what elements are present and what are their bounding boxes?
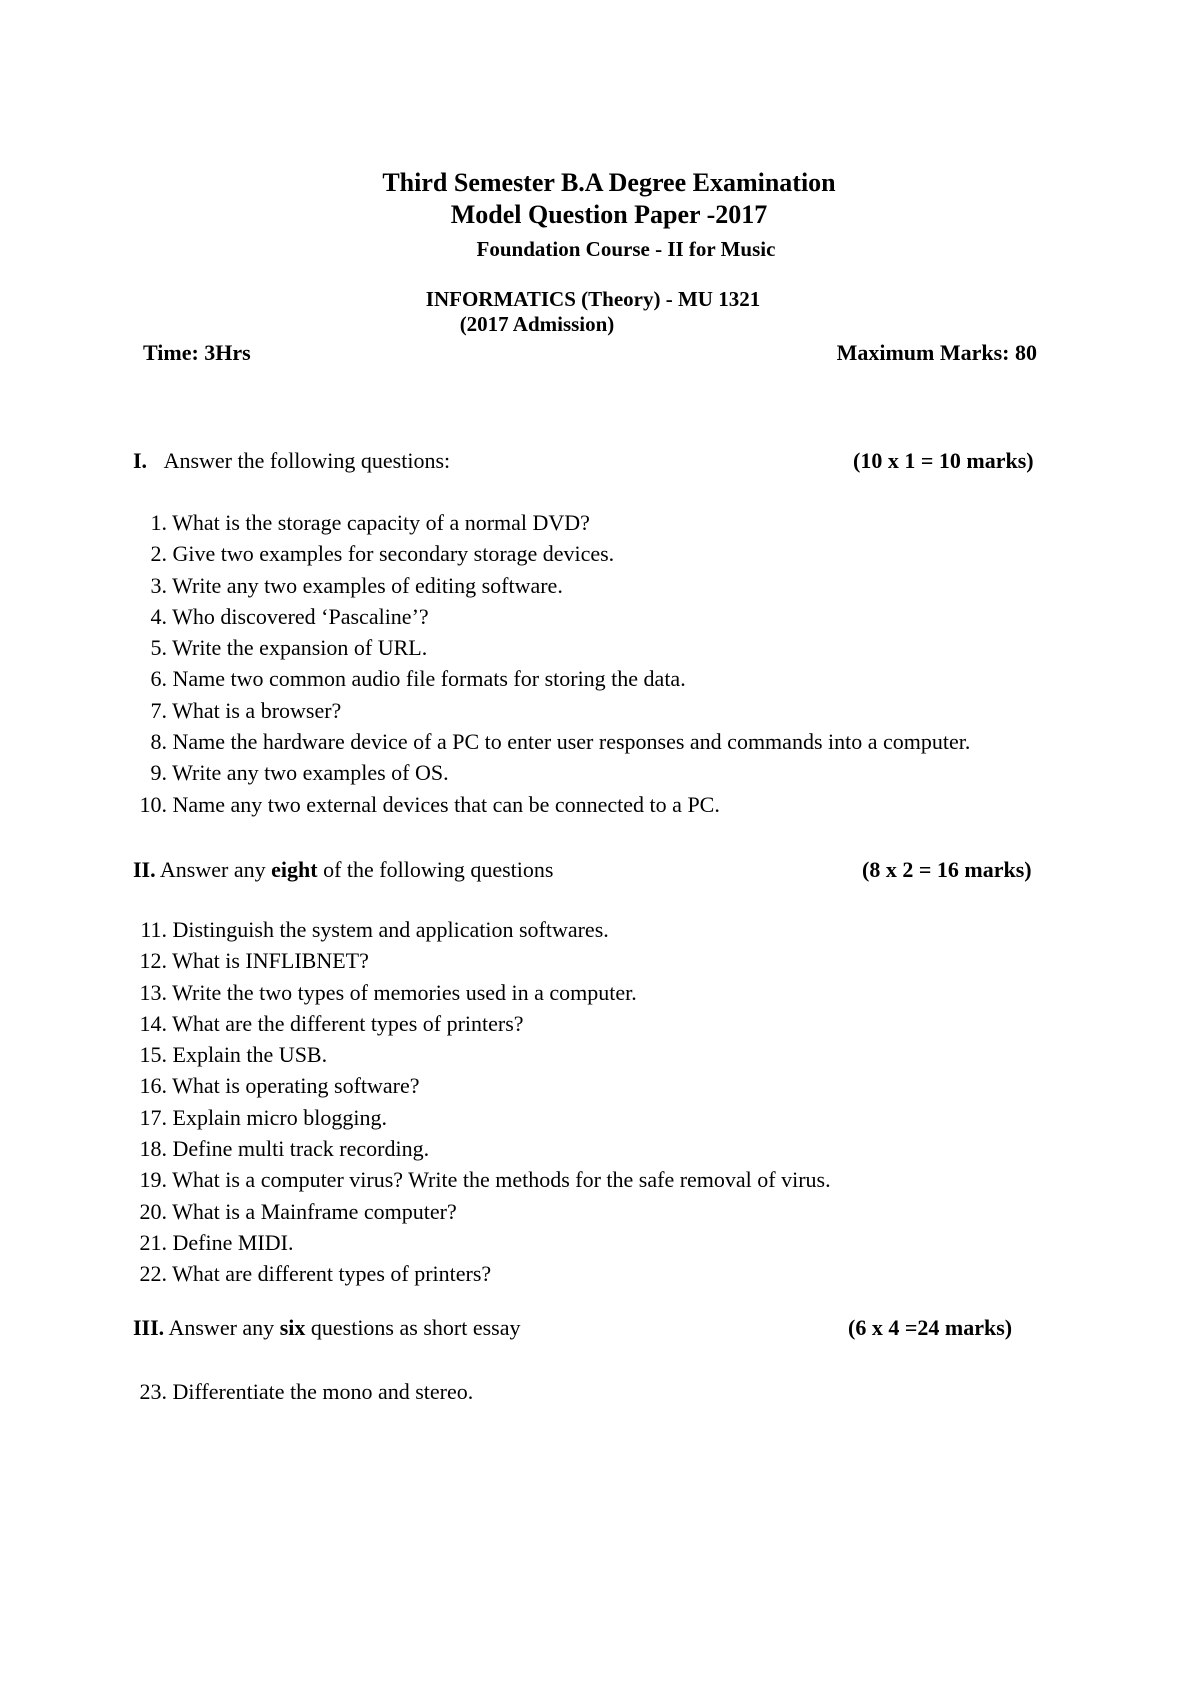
section-numeral: III. (133, 1315, 165, 1340)
question-item: 8. Name the hardware device of a PC to enter user responses and commands into a computer. (150, 729, 971, 755)
question-item: 1. What is the storage capacity of a normal DVD? (150, 510, 590, 535)
section-instruction: Answer the following questions: (163, 448, 451, 473)
section-2-heading: II. Answer any eight of the following questions (8 x 2 = 16 marks) (133, 857, 1032, 882)
question-item: 17. Explain micro blogging. (139, 1104, 387, 1130)
paper-title: Model Question Paper -2017 (450, 200, 768, 229)
question-item: 23. Differentiate the mono and stereo. (139, 1379, 474, 1404)
question-item: 16. What is operating software? (139, 1073, 420, 1099)
exam-time: Time: 3Hrs (143, 340, 251, 365)
question-item: 12. What is INFLIBNET? (139, 948, 369, 974)
section-marks: (10 x 1 = 10 marks) (853, 448, 1034, 473)
question-item: 9. Write any two examples of OS. (150, 760, 449, 786)
maximum-marks: Maximum Marks: 80 (836, 340, 1037, 365)
course-title: Foundation Course - II for Music (476, 237, 776, 261)
section-numeral: I. (133, 448, 148, 473)
question-item: 4. Who discovered ‘Pascaline’? (150, 603, 429, 629)
section-2-questions (133, 914, 831, 1290)
question-item: 22. What are different types of printers? (139, 1261, 492, 1287)
question-item: 15. Explain the USB. (139, 1042, 328, 1068)
question-item: 11. Distinguish the system and application softwares. (140, 917, 609, 942)
question-item: 3. Write any two examples of editing software. (150, 572, 563, 598)
subject-title: INFORMATICS (Theory) - MU 1321 (425, 287, 761, 311)
admission-year: (2017 Admission) (459, 312, 615, 336)
section-marks: (6 x 4 =24 marks) (848, 1315, 1013, 1340)
question-item: 14. What are the different types of printers? (139, 1010, 524, 1036)
exam-title: Third Semester B.A Degree Examination (382, 168, 836, 197)
section-1-questions (139, 507, 971, 820)
section-3-questions (133, 1376, 473, 1407)
question-item: 13. Write the two types of memories used in a computer. (139, 979, 637, 1005)
question-item: 10. Name any two external devices that can be connected to a PC. (139, 791, 720, 817)
section-1-heading (133, 448, 1053, 474)
question-item: 7. What is a browser? (150, 697, 342, 723)
question-item: 20. What is a Mainframe computer? (139, 1198, 457, 1224)
question-item: 2. Give two examples for secondary storage devices. (150, 541, 615, 567)
question-item: 18. Define multi track recording. (139, 1136, 430, 1162)
section-marks: (8 x 2 = 16 marks) (862, 857, 1032, 882)
question-item: 5. Write the expansion of URL. (150, 635, 428, 661)
question-item: 19. What is a computer virus? Write the methods for the safe removal of virus. (139, 1167, 831, 1193)
section-3-heading: III. Answer any six questions as short essay (6 x 4 =24 marks) (133, 1315, 1013, 1340)
question-item: 21. Define MIDI. (139, 1229, 294, 1255)
section-numeral: II. (133, 857, 156, 882)
question-item: 6. Name two common audio file formats for storing the data. (150, 666, 686, 692)
